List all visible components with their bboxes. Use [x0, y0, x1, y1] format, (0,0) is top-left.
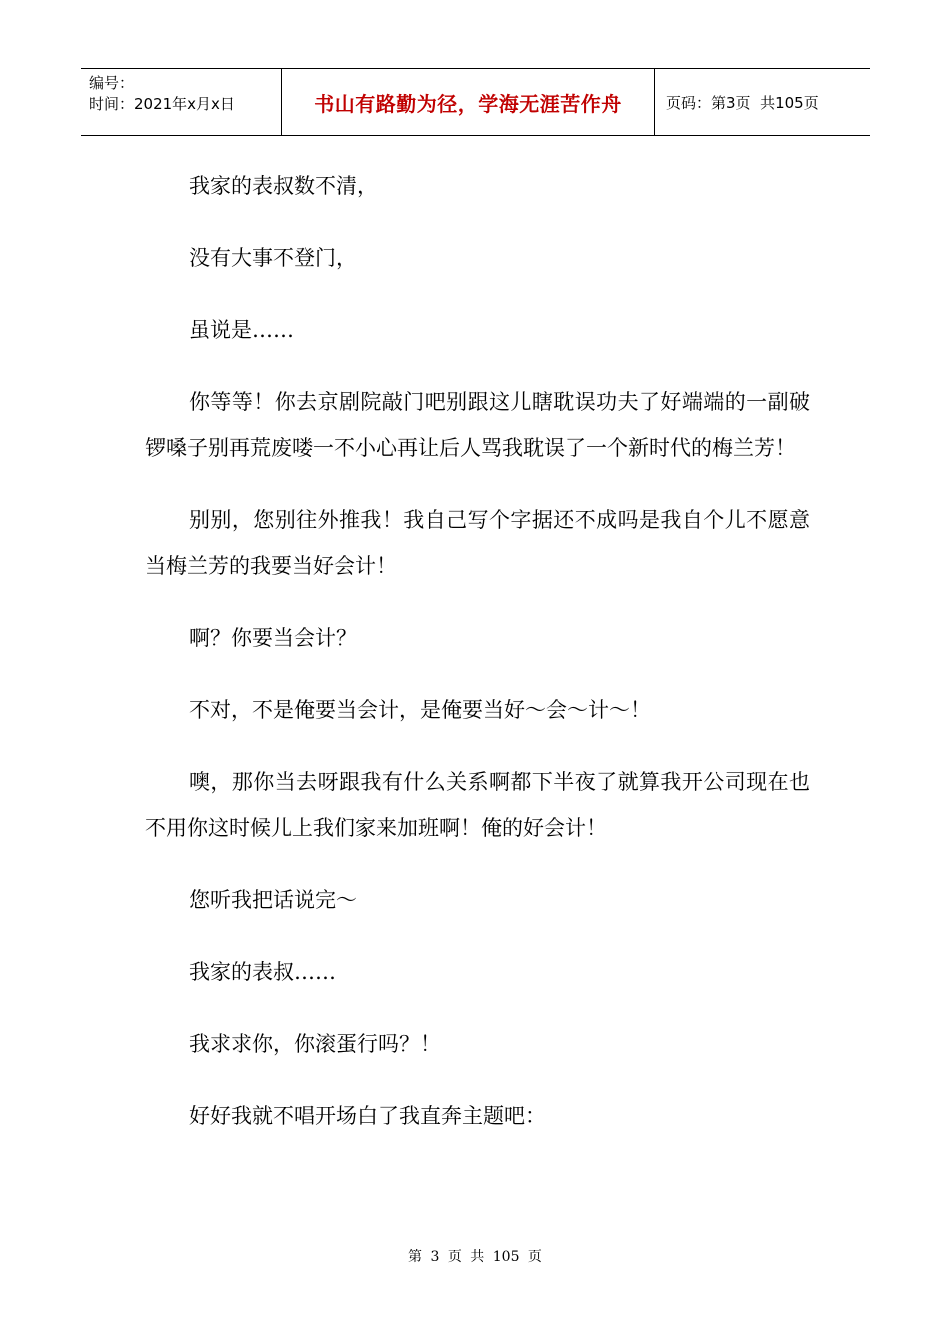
header-page-cell	[655, 69, 870, 135]
paragraph: 我求求你，你滚蛋行吗？！	[189, 1032, 441, 1056]
paragraph: 别别，您别往外推我！我自己写个字据还不成吗是我自个儿不愿意当梅兰芳的我要当好会计！	[145, 508, 810, 578]
page-footer	[0, 1246, 950, 1266]
paragraph: 我家的表叔……	[189, 960, 336, 984]
time-label: 时间：2021年x月x日	[89, 95, 235, 113]
paragraph: 啊？你要当会计？	[189, 626, 357, 650]
paragraph: 好好我就不唱开场白了我直奔主题吧：	[189, 1104, 546, 1128]
paragraph: 您听我把话说完～	[189, 888, 357, 912]
footer-page-number: 第 3 页 共 105 页	[408, 1249, 542, 1265]
header-meta-cell	[81, 69, 282, 135]
page-info: 页码：第3页 共105页	[666, 93, 819, 112]
paragraph: 噢，那你当去呀跟我有什么关系啊都下半夜了就算我开公司现在也不用你这时候儿上我们家来加班啊！俺的好会计！	[145, 770, 810, 840]
header-motto-cell	[282, 69, 655, 135]
paragraph: 不对，不是俺要当会计，是俺要当好～会～计～！	[189, 698, 651, 722]
document-body	[145, 163, 810, 1165]
paragraph: 没有大事不登门，	[189, 246, 357, 270]
paragraph: 我家的表叔数不清，	[189, 174, 378, 198]
number-label: 编号：	[89, 74, 135, 92]
motto-text: 书山有路勤为径，学海无涯苦作舟	[314, 91, 622, 116]
paragraph: 虽说是……	[189, 318, 294, 342]
document-header	[81, 68, 870, 136]
paragraph: 你等等！你去京剧院敲门吧别跟这儿瞎耽误功夫了好端端的一副破锣嗓子别再荒废喽一不小心再让后人骂我耽误了一个新时代的梅兰芳！	[145, 390, 810, 460]
